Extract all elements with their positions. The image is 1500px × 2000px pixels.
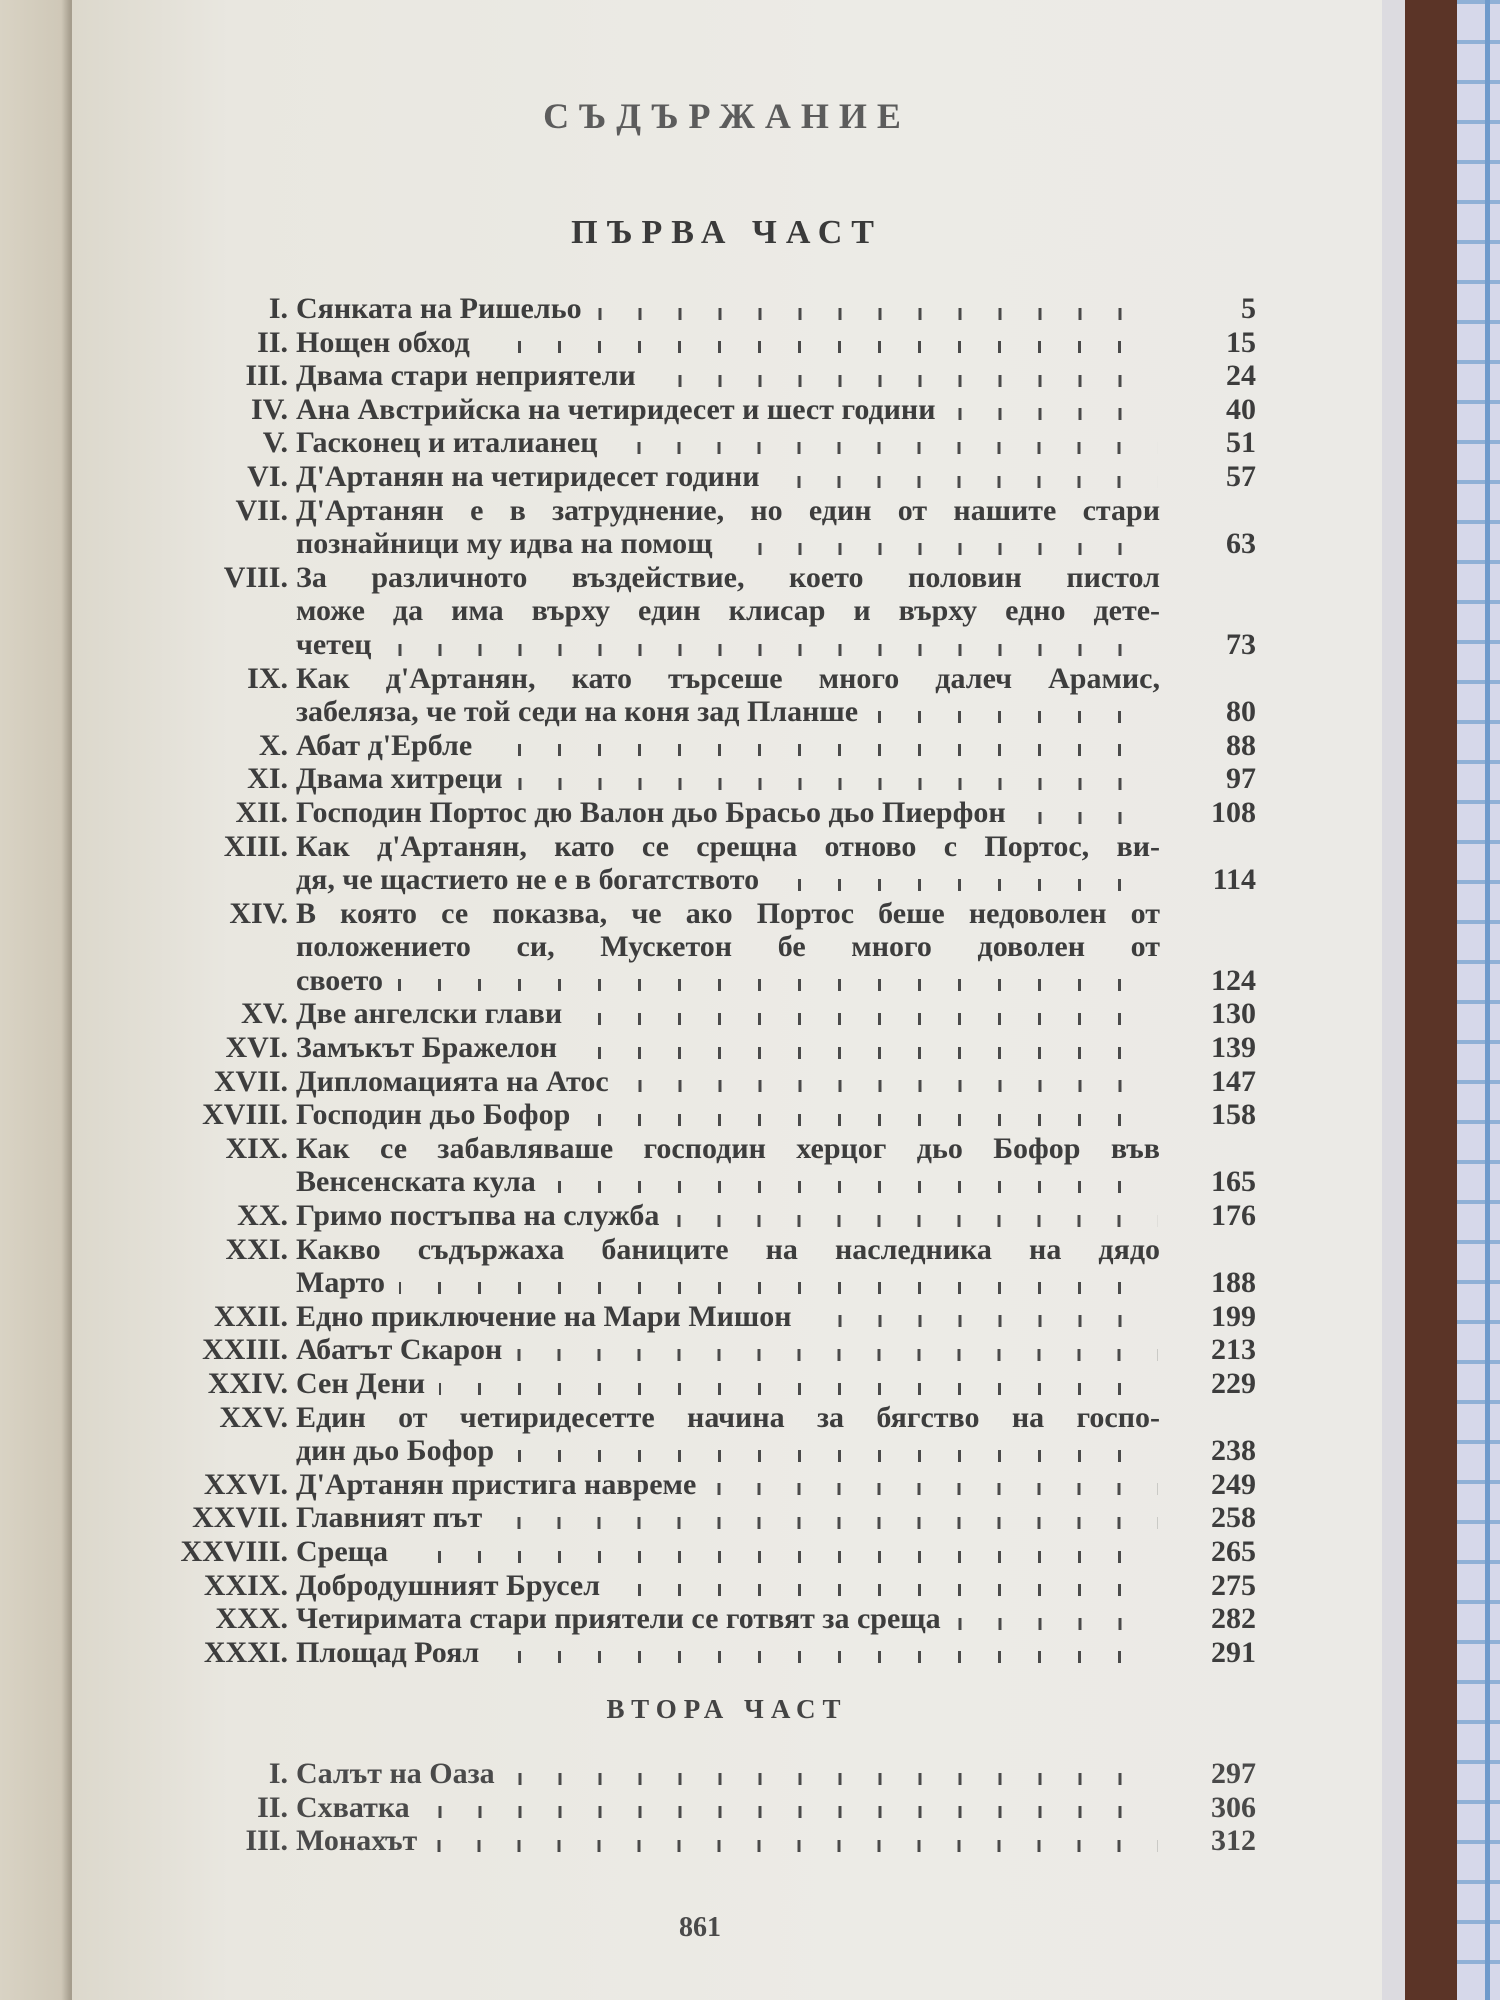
chapter-title — [296, 527, 1160, 561]
toc-entry-line — [0, 1065, 1500, 1099]
chapter-page: 297 — [1211, 1757, 1256, 1790]
toc-entry-line — [0, 863, 1500, 897]
toc-entry-line — [0, 930, 1500, 964]
chapter-title-text: дя, че щастието не е в богатството — [296, 863, 760, 897]
chapter-title — [296, 796, 1160, 830]
chapter-page: 291 — [1211, 1635, 1256, 1669]
chapter-title — [296, 1401, 1160, 1435]
chapter-title — [296, 897, 1160, 931]
chapter-page: 124 — [1211, 963, 1256, 997]
chapter-title-text: Дипломацията на Атос — [296, 1064, 609, 1098]
toc-entry-line — [0, 1434, 1500, 1468]
toc-entry-line — [0, 662, 1500, 696]
chapter-title-text: Д'Артанян пристига навреме — [296, 1467, 697, 1501]
chapter-title-text: Абатът Скарон — [296, 1333, 503, 1367]
dot-leader — [496, 1501, 1160, 1535]
chapter-title-text: Добродушният Брусел — [296, 1568, 601, 1602]
chapter-title — [296, 1434, 1160, 1468]
toc-entry-line — [0, 561, 1500, 595]
chapter-page: 139 — [1211, 1031, 1256, 1065]
chapter-title — [296, 1468, 1160, 1502]
chapter-page: 306 — [1211, 1790, 1256, 1824]
toc-entry-line — [0, 426, 1500, 460]
chapter-title-text: В която се показва, че ако Портос беше недоволен от — [296, 896, 1160, 930]
chapter-number: XIII. — [223, 829, 288, 863]
part-one-toc — [0, 292, 1500, 1669]
chapter-title — [296, 1535, 1160, 1569]
chapter-title-text: Замъкът Бражелон — [296, 1031, 558, 1065]
chapter-number: XXI. — [225, 1232, 288, 1266]
toc-entry-line — [0, 1367, 1500, 1401]
dot-leader — [1020, 796, 1160, 830]
chapter-number: XIX. — [225, 1131, 288, 1165]
toc-entry-line — [0, 997, 1500, 1031]
dot-leader — [508, 1434, 1160, 1468]
toc-entry-line — [0, 594, 1500, 628]
chapter-title-text: Гасконец и италианец — [296, 426, 598, 460]
chapter-number: I. — [268, 1757, 288, 1790]
toc-entry-line — [0, 1132, 1500, 1166]
chapter-page: 73 — [1226, 627, 1256, 661]
chapter-page: 15 — [1226, 325, 1256, 359]
chapter-title — [296, 1636, 1160, 1670]
dot-leader — [439, 1367, 1160, 1401]
chapter-page: 238 — [1211, 1434, 1256, 1468]
chapter-title — [296, 1824, 1160, 1858]
chapter-title-text: положението си, Мускетон бе много доволен от — [296, 930, 1160, 964]
toc-entry-line — [0, 1501, 1500, 1535]
chapter-page: 147 — [1211, 1064, 1256, 1098]
toc-entry-line — [0, 1199, 1500, 1233]
chapter-title-text: Д'Артанян на четиридесет години — [296, 459, 760, 493]
chapter-number: XXIX. — [203, 1568, 288, 1602]
chapter-title-text: Как се забавляваше господин херцог дьо Бофор във — [296, 1131, 1160, 1165]
dot-leader — [517, 762, 1160, 796]
chapter-title — [296, 830, 1160, 864]
toc-entry-line — [0, 1098, 1500, 1132]
chapter-title — [296, 662, 1160, 696]
chapter-title — [296, 1098, 1160, 1132]
chapter-title — [296, 426, 1160, 460]
chapter-page: 199 — [1211, 1299, 1256, 1333]
dot-leader — [611, 426, 1160, 460]
chapter-number: VII. — [235, 493, 288, 527]
chapter-page: 130 — [1211, 997, 1256, 1031]
chapter-title-text: Четиримата стари приятели се готвят за среща — [296, 1602, 941, 1636]
toc-entry-line — [0, 762, 1500, 796]
chapter-page: 51 — [1226, 426, 1256, 460]
chapter-title-text: Двама хитреци — [296, 762, 503, 796]
chapter-number: XXX. — [215, 1602, 288, 1636]
chapter-number: V. — [262, 426, 288, 460]
chapter-page: 165 — [1211, 1165, 1256, 1199]
toc-entry-line — [0, 729, 1500, 763]
chapter-title-text: Господин Портос дю Валон дьо Брасьо дьо Пиерфон — [296, 795, 1006, 829]
chapter-number: XXIV. — [207, 1367, 288, 1400]
dot-leader — [955, 1602, 1160, 1636]
chapter-number: XVII. — [213, 1064, 288, 1098]
toc-entry-line — [0, 796, 1500, 830]
chapter-number: III. — [245, 359, 288, 393]
chapter-title — [296, 695, 1160, 729]
chapter-number: XII. — [235, 795, 288, 829]
dot-leader — [399, 1266, 1160, 1300]
dot-leader — [806, 1300, 1160, 1334]
contents-title: СЪДЪРЖАНИЕ — [543, 96, 911, 136]
chapter-title — [296, 729, 1160, 763]
chapter-number: II. — [257, 1790, 288, 1824]
toc-entry-line — [0, 628, 1500, 662]
dot-leader — [571, 1031, 1160, 1065]
chapter-title-text: Как д'Артанян, като се срещна отново с Портос, ви- — [296, 829, 1160, 863]
chapter-title-text: Венсенската кула — [296, 1165, 536, 1199]
dot-leader — [710, 1468, 1160, 1502]
chapter-title-text: Как д'Артанян, като търсеше много далеч Арамис, — [296, 661, 1160, 695]
chapter-number: II. — [257, 325, 288, 359]
toc-entry-line — [0, 830, 1500, 864]
chapter-number: XIV. — [229, 896, 288, 930]
chapter-title-text: Гримо постъпва на служба — [296, 1199, 660, 1233]
chapter-number: VI. — [247, 459, 288, 493]
part-two-toc — [0, 1757, 1500, 1858]
chapter-page: 40 — [1226, 392, 1256, 426]
chapter-title-text: може да има върху един клисар и върху едно дете- — [296, 594, 1160, 628]
chapter-title-text: забеляза, че той седи на коня зад Планше — [296, 695, 859, 729]
page-number: 861 — [679, 1912, 721, 1943]
dot-leader — [773, 863, 1160, 897]
dot-leader — [727, 527, 1160, 561]
chapter-number: XXVI. — [203, 1467, 288, 1501]
dot-leader — [872, 695, 1160, 729]
chapter-title-text: Схватка — [296, 1790, 410, 1824]
toc-entry-line — [0, 527, 1500, 561]
chapter-title-text: четец — [296, 627, 372, 661]
chapter-title-text: Салът на Оаза — [296, 1757, 495, 1790]
chapter-title-text: Площад Роял — [296, 1635, 480, 1669]
chapter-title-text: Абат д'Ербле — [296, 728, 473, 762]
chapter-page: 108 — [1211, 795, 1256, 829]
chapter-page: 312 — [1211, 1824, 1256, 1858]
chapter-title — [296, 1367, 1160, 1401]
chapter-number: III. — [245, 1824, 288, 1858]
chapter-title — [296, 292, 1160, 326]
chapter-number: IV. — [251, 392, 288, 426]
chapter-page: 249 — [1211, 1467, 1256, 1501]
chapter-number: XXVII. — [192, 1501, 288, 1535]
chapter-title — [296, 460, 1160, 494]
chapter-number: IX. — [247, 661, 288, 695]
chapter-title-text: Сен Дени — [296, 1367, 426, 1400]
chapter-title-text: За различното въздействие, което половин пистол — [296, 560, 1160, 594]
chapter-title — [296, 964, 1160, 998]
chapter-title-text: Сянката на Ришельо — [296, 292, 582, 325]
dot-leader — [397, 964, 1160, 998]
chapter-page: 282 — [1211, 1602, 1256, 1636]
toc-entry-line — [0, 326, 1500, 360]
chapter-number: X. — [258, 728, 288, 762]
chapter-title-text: Главният път — [296, 1501, 483, 1535]
chapter-title-text: Нощен обход — [296, 325, 470, 359]
chapter-page: 176 — [1211, 1199, 1256, 1233]
dot-leader — [493, 1636, 1160, 1670]
chapter-title — [296, 393, 1160, 427]
chapter-title — [296, 326, 1160, 360]
chapter-page: 188 — [1211, 1266, 1256, 1300]
chapter-title-text: Д'Артанян е в затруднение, но един от нашите стари — [296, 493, 1160, 527]
chapter-title — [296, 594, 1160, 628]
chapter-page: 63 — [1226, 527, 1256, 561]
chapter-title — [296, 1132, 1160, 1166]
chapter-title — [296, 1266, 1160, 1300]
chapter-title — [296, 1501, 1160, 1535]
chapter-title-text: Монахът — [296, 1824, 418, 1858]
chapter-title-text: Марто — [296, 1266, 385, 1300]
chapter-title — [296, 930, 1160, 964]
chapter-title-text: Един от четиридесетте начина за бягство на госпо- — [296, 1400, 1160, 1434]
chapter-title-text: Две ангелски глави — [296, 997, 563, 1031]
part-one-heading: ПЪРВА ЧАСТ — [571, 214, 883, 251]
dot-leader — [402, 1535, 1160, 1569]
chapter-number: XXVIII. — [180, 1534, 288, 1568]
dot-leader — [584, 1098, 1160, 1132]
toc-entry-line — [0, 695, 1500, 729]
chapter-number: XXII. — [213, 1299, 288, 1333]
chapter-title — [296, 1199, 1160, 1233]
chapter-number: XVI. — [225, 1031, 288, 1065]
dot-leader — [614, 1569, 1160, 1603]
chapter-number: XXIII. — [202, 1333, 288, 1367]
chapter-number: VIII. — [223, 560, 288, 594]
chapter-page: 5 — [1241, 292, 1256, 325]
chapter-title-text: Двама стари неприятели — [296, 359, 636, 393]
toc-entry-line — [0, 1636, 1500, 1670]
chapter-title — [296, 762, 1160, 796]
dot-leader — [516, 1333, 1160, 1367]
chapter-title-text: своето — [296, 963, 383, 997]
toc-entry-line — [0, 1333, 1500, 1367]
chapter-page: 57 — [1226, 459, 1256, 493]
dot-leader — [576, 997, 1160, 1031]
dot-leader — [623, 1065, 1160, 1099]
chapter-number: XI. — [247, 762, 288, 796]
toc-entry-line — [0, 1757, 1500, 1791]
dot-leader — [596, 292, 1160, 326]
chapter-title — [296, 1031, 1160, 1065]
dot-leader — [773, 460, 1160, 494]
chapter-title — [296, 1233, 1160, 1267]
chapter-page: 265 — [1211, 1534, 1256, 1568]
dot-leader — [424, 1791, 1160, 1825]
chapter-title-text: Господин дьо Бофор — [296, 1098, 571, 1132]
chapter-page: 24 — [1226, 359, 1256, 393]
toc-entry-line — [0, 1535, 1500, 1569]
chapter-title — [296, 1602, 1160, 1636]
dot-leader — [950, 393, 1161, 427]
dot-leader — [386, 628, 1160, 662]
chapter-page: 88 — [1226, 728, 1256, 762]
chapter-title-text: Среща — [296, 1534, 388, 1568]
chapter-title-text: Ана Австрийска на четиридесет и шест години — [296, 392, 936, 426]
chapter-title — [296, 1300, 1160, 1334]
chapter-title — [296, 1569, 1160, 1603]
chapter-title — [296, 1065, 1160, 1099]
chapter-number: XV. — [241, 997, 288, 1031]
chapter-number: I. — [268, 292, 288, 325]
chapter-title-text: Какво съдържаха баниците на наследника на дядо — [296, 1232, 1160, 1266]
chapter-title — [296, 1165, 1160, 1199]
toc-entry-line — [0, 1233, 1500, 1267]
dot-leader — [431, 1824, 1160, 1858]
part-two-heading: ВТОРА ЧАСТ — [606, 1694, 848, 1724]
toc-entry-line — [0, 964, 1500, 998]
chapter-title — [296, 359, 1160, 393]
chapter-title — [296, 1791, 1160, 1825]
chapter-title-text: дин дьо Бофор — [296, 1434, 495, 1468]
chapter-page: 80 — [1226, 695, 1256, 729]
chapter-title — [296, 494, 1160, 528]
chapter-page: 275 — [1211, 1568, 1256, 1602]
dot-leader — [486, 729, 1160, 763]
chapter-title — [296, 628, 1160, 662]
chapter-title — [296, 863, 1160, 897]
toc-entry-line — [0, 1266, 1500, 1300]
dot-leader — [650, 359, 1160, 393]
toc-entry-line — [0, 359, 1500, 393]
chapter-number: XXXI. — [203, 1635, 288, 1669]
dot-leader — [550, 1165, 1160, 1199]
chapter-page: 158 — [1211, 1098, 1256, 1132]
toc-entry-line — [0, 1569, 1500, 1603]
chapter-title — [296, 997, 1160, 1031]
dot-leader — [484, 326, 1160, 360]
toc-entry-line — [0, 897, 1500, 931]
chapter-page: 97 — [1226, 762, 1256, 796]
dot-leader — [673, 1199, 1160, 1233]
toc-entry-line — [0, 1468, 1500, 1502]
chapter-page: 258 — [1211, 1501, 1256, 1535]
toc-entry-line — [0, 460, 1500, 494]
toc-entry-line — [0, 1791, 1500, 1825]
chapter-page: 114 — [1212, 863, 1256, 897]
toc-entry-line — [0, 393, 1500, 427]
toc-entry-line — [0, 1031, 1500, 1065]
chapter-title-text: Едно приключение на Мари Мишон — [296, 1299, 792, 1333]
chapter-page: 213 — [1211, 1333, 1256, 1367]
chapter-title — [296, 561, 1160, 595]
chapter-title-text: познайници му идва на помощ — [296, 527, 713, 561]
chapter-number: XX. — [237, 1199, 288, 1233]
toc-entry-line — [0, 1300, 1500, 1334]
chapter-title — [296, 1333, 1160, 1367]
toc-entry-line — [0, 494, 1500, 528]
chapter-number: XVIII. — [202, 1098, 288, 1132]
chapter-page: 229 — [1211, 1367, 1256, 1400]
toc-entry-line — [0, 1602, 1500, 1636]
toc-entry-line — [0, 1401, 1500, 1435]
chapter-title — [296, 1757, 1160, 1791]
chapter-number: XXV. — [219, 1400, 288, 1434]
toc-entry-line — [0, 292, 1500, 326]
toc-entry-line — [0, 1824, 1500, 1858]
toc-entry-line — [0, 1165, 1500, 1199]
dot-leader — [509, 1757, 1160, 1791]
